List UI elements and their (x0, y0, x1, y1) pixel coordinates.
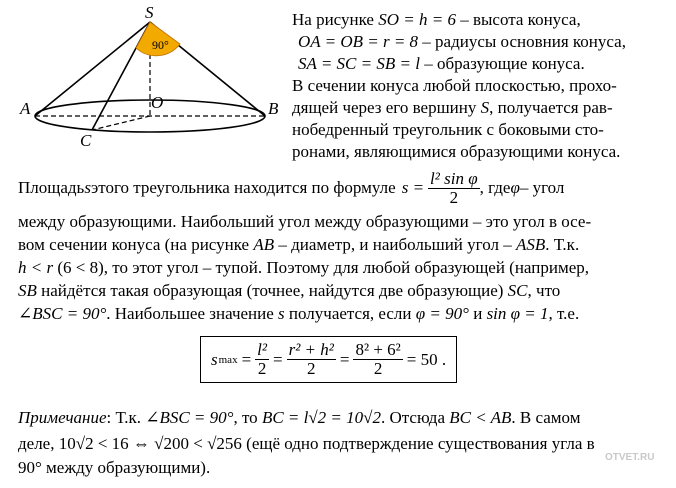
angle-label: 90° (152, 38, 169, 52)
body-line-4: h < r (6 < 8), то этот угол – тупой. Поэтому для любой образующей (например, (18, 258, 590, 277)
segment-OC (92, 116, 150, 130)
label-B: B (268, 99, 279, 118)
area-fraction: $\frac{\text{l² sin φ}}{2}$ (430, 168, 478, 207)
smax-formula-box: s max = $\frac{\text{l²}}{2}$ = $\frac{\text{r² + h²}}{2}$ = $\frac{\text{8² + 6²}}{2}$ = 50 . (200, 336, 457, 383)
label-S: S (145, 3, 154, 22)
note-line-1: Примечание: Т.к. ∠BSC = 90°, то BC = l√2 = 10√2. Отсюда BC < AB. В самом (18, 408, 581, 427)
body-line-6: ∠BSC = 90°. Наибольшее значение s получается, если φ = 90° и sin φ = 1, т.е. (18, 304, 580, 323)
right-line-6: нобедренный треугольник с боковыми сто- (292, 120, 604, 139)
right-line-1: На рисунке SO = h = 6 – высота конуса, (292, 10, 581, 29)
right-line-7: ронами, являющимися образующими конуса. (292, 142, 621, 161)
body-line-1: Площадь s этого треугольника находится по формуле s = $\frac{\text{l² sin φ}}{2}$ , где φ – угол (18, 168, 565, 207)
body-line-5: SB найдётся такая образующая (точнее, найдутся две образующие) SC, что (18, 281, 561, 300)
right-line-5: дящей через его вершину S, получается рав- (292, 98, 613, 117)
cone-figure (0, 0, 300, 160)
right-line-2: OA = OB = r = 8 – радиусы основния конуса, (298, 32, 626, 51)
right-line-4: В сечении конуса любой плоскостью, прохо- (292, 76, 617, 95)
body-line-3: вом сечении конуса (на рисунке AB – диаметр, и наибольший угол – ASB. Т.к. (18, 235, 580, 254)
label-C: C (80, 131, 92, 150)
right-line-3: SA = SC = SB = l – образующие конуса. (298, 54, 585, 73)
label-O: O (151, 93, 164, 112)
body-line-2: между образующими. Наибольший угол между образующими – это угол в осе- (18, 212, 592, 231)
note-line-3: 90° между образующими). (18, 458, 211, 477)
note-line-2: деле, 10√2 < 16 ⇔ √200 < √256 (ещё одно подтверждение существования угла в (18, 434, 595, 453)
watermark-logo: OTVET.RU (605, 452, 655, 463)
label-A: A (20, 99, 31, 118)
